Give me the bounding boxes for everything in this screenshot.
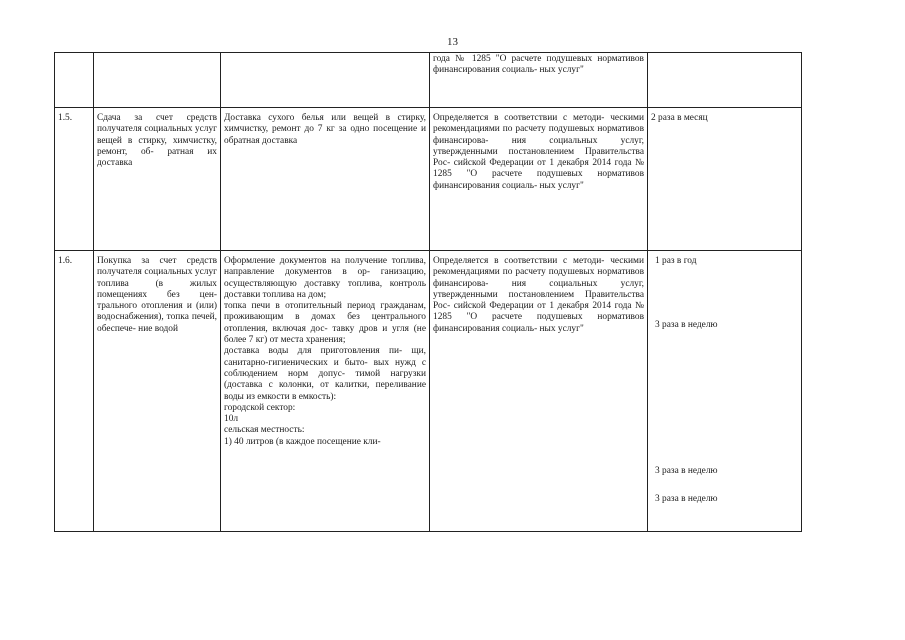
frequency-item: 3 раза в неделю (655, 466, 718, 476)
frequency-item: 3 раза в неделю (655, 320, 718, 330)
description-line: сельская местность: (224, 425, 305, 436)
row-number: 1.6. (55, 251, 94, 532)
service-name: Покупка за счет средств получателя социальных услуг топлива (в жилых помещениях без цен- трального отопления и (или) водоснабжения), топка печей, обеспече- ние водой (94, 251, 221, 532)
service-description: Доставка сухого белья или вещей в стирку, химчистку, ремонт до 7 кг за одно посещение и обратная доставка (221, 108, 430, 251)
frequency-item: 3 раза в неделю (655, 494, 718, 504)
page-number: 13 (447, 36, 458, 48)
services-table (54, 52, 802, 532)
table-row (55, 251, 802, 532)
service-frequency (648, 108, 802, 251)
service-standard: Определяется в соответствии с методи- ческими рекомендациями по расчету подушевых нормативов финансирова- ния социальных услуг, утвержденными постановлением Правительства Рос- сийской Федерации от 1 декабря 2014 года № 1285 "О расчете подушевых нормативов финансирования социаль- ных услуг" (430, 108, 648, 251)
frequency-item: 1 раз в год (655, 256, 697, 266)
service-description (221, 53, 430, 108)
service-name (94, 53, 221, 108)
frequency-item: 2 раза в месяц (651, 113, 708, 123)
service-name: Сдача за счет средств получателя социальных услуг вещей в стирку, химчистку, ремонт, об- ратная их доставка (94, 108, 221, 251)
row-number (55, 53, 94, 108)
description-line: 10л (224, 414, 239, 425)
service-frequency (648, 53, 802, 108)
service-standard: года № 1285 "О расчете подушевых нормативов финансирования социаль- ных услуг" (430, 53, 648, 108)
description-line: 1) 40 литров (в каждое посещение кли- (224, 436, 381, 447)
description-line: топка печи в отопительный период гражданам, проживающим в домах без центрального отопления, включая дос- тавку дров и угля (не более 7 кг) от места хранения; (224, 301, 426, 346)
service-frequency (648, 251, 802, 532)
description-line: городской сектор: (224, 402, 296, 413)
description-line: доставка воды для приготовления пи- щи, санитарно-гигиенических и быто- вых нужд с соблюдением норм допус- тимой нагрузки (доставка с колонки, от калитки, переливание воды из емкости в емкость): (224, 346, 426, 402)
table-row (55, 108, 802, 251)
row-number: 1.5. (55, 108, 94, 251)
table-row (55, 53, 802, 108)
description-line: Оформление документов на получение топлива, направление документов в ор- ганизацию, осуществляющую доставку топлива, контроль доставки топлива на дом; (224, 256, 426, 300)
service-standard: Определяется в соответствии с методи- ческими рекомендациями по расчету подушевых нормативов финансирова- ния социальных услуг, утвержденными постановлением Правительства Рос- сийской Федерации от 1 декабря 2014 года № 1285 "О расчете подушевых нормативов финансирования социаль- ных услуг" (430, 251, 648, 532)
service-description (221, 251, 430, 532)
